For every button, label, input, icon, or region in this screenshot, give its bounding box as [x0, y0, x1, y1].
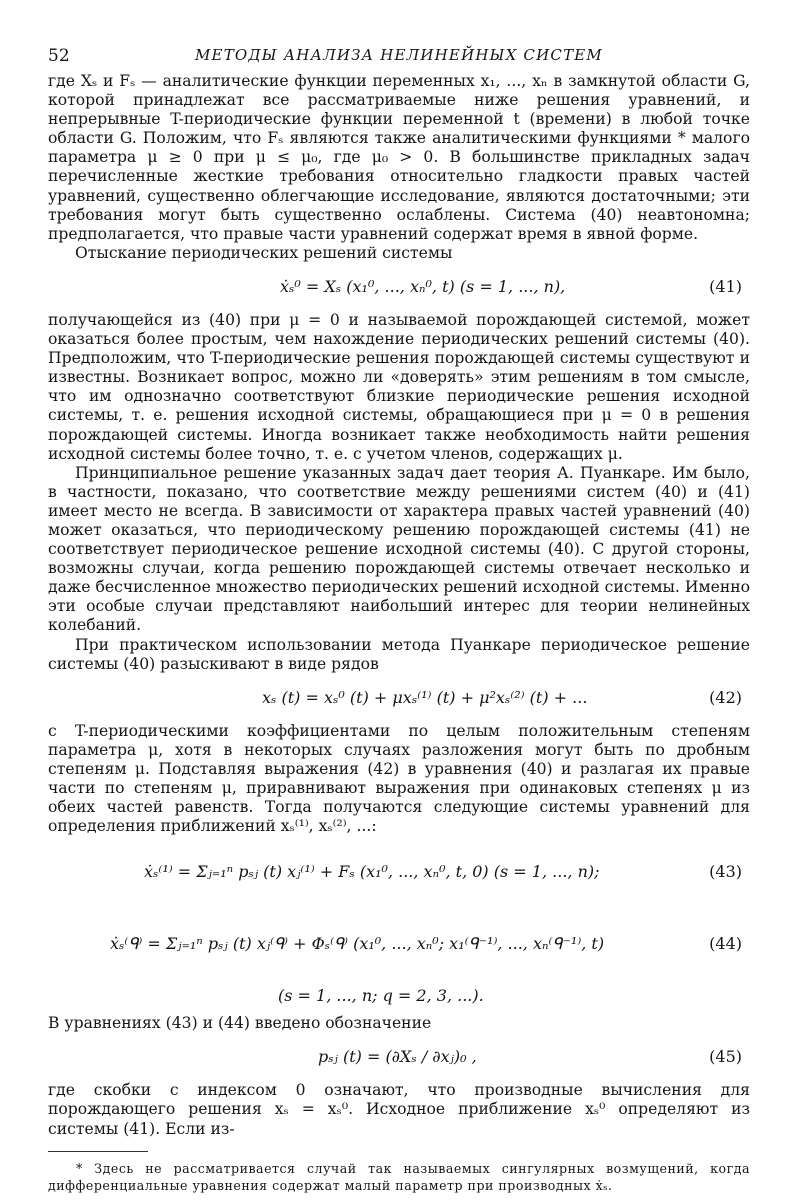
footnote: * Здесь не рассматривается случай так называемых сингулярных возмущений, когда дифференциальные уравнения содержат малый параметр при производных ẋₛ. — [48, 1160, 750, 1193]
equation-44-formula: ẋₛ⁽ᑫ⁾ = Σⱼ₌₁ⁿ pₛⱼ (t) xⱼ⁽ᑫ⁾ + Φₛ⁽ᑫ⁾ (x₁⁰, ..., xₙ⁰; x₁⁽ᑫ⁻¹⁾, ..., xₙ⁽ᑫ⁻¹⁾, t) — [110, 934, 605, 954]
book-page — [48, 38, 750, 1194]
paragraph-2: Отыскание периодических решений системы — [75, 243, 453, 262]
paragraph-3: получающейся из (40) при μ = 0 и называемой порождающей системой, может оказаться более простым, чем нахождение периодических решений системы (40). Предположим, что T-периодические решения порождающей системы существуют и известны. Возникает вопрос, можно ли «доверять» этим решениям в том смысле, что им однозначно соответствуют близкие периодические решения исходной системы, т. е. решения исходной системы, обращающиеся при μ = 0 в решения порождающей системы. Иногда возникает также необходимость найти решения исходной системы более точно, т. е. с учетом членов, содержащих μ. — [48, 310, 750, 463]
page-header — [48, 38, 750, 72]
equation-44-number: (44) — [709, 934, 742, 954]
equation-42 — [48, 682, 750, 716]
paragraph-6: с T-периодическими коэффициентами по целым положительным степеням параметра μ, хотя в некоторых случаях разложения могут быть по дробным степеням μ. Подставляя выражения (42) в уравнения (40) и разлагая их правые части по степеням μ, приравнивают выражения при одинаковых степенях μ из обеих частей равенств. Тогда получаются следующие системы уравнений для определения приближений xₛ⁽¹⁾, xₛ⁽²⁾, ...: — [48, 721, 750, 836]
paragraph-1: где Xₛ и Fₛ — аналитические функции переменных x₁, ..., xₙ в замкнутой области G, которой принадлежат все рассматриваемые ниже решения уравнений, и непрерывные T-периодические функции переменной t (времени) в любой точке области G. Положим, что Fₛ являются также аналитическими функциями * малого параметра μ ≥ 0 при μ ≤ μ₀, где μ₀ > 0. В большинстве прикладных задач перечисленные жесткие требования относительно гладкости правых частей уравнений, существенно облегчающие исследование, являются достаточными; эти требования могут быть существенно ослаблены. Система (40) неавтономна; предполагается, что правые части уравнений содержат время в явной форме. — [48, 72, 750, 243]
equation-44-range-text: (s = 1, ..., n; q = 2, 3, ...). — [278, 986, 484, 1006]
equation-42-formula: xₛ (t) = xₛ⁰ (t) + μxₛ⁽¹⁾ (t) + μ²xₛ⁽²⁾ (t) + ... — [262, 687, 588, 707]
main-text — [48, 72, 750, 1139]
equation-43-number: (43) — [709, 862, 742, 882]
equation-43 — [48, 844, 750, 908]
equation-44-range — [48, 986, 750, 1008]
equation-41 — [48, 271, 750, 305]
equation-43-formula: ẋₛ⁽¹⁾ = Σⱼ₌₁ⁿ pₛⱼ (t) xⱼ⁽¹⁾ + Fₛ (x₁⁰, ..., xₙ⁰, t, 0) (s = 1, ..., n); — [144, 862, 600, 882]
equation-41-formula: ẋₛ⁰ = Xₛ (x₁⁰, ..., xₙ⁰, t) (s = 1, ..., n), — [280, 276, 566, 296]
equation-44 — [48, 916, 750, 980]
paragraph-4: Принципиальное решение указанных задач дает теория А. Пуанкаре. Им было, в частности, показано, что соответствие между решениями систем (40) и (41) имеет место не всегда. В зависимости от характера правых частей уравнений (40) может оказаться, что периодическому решению порождающей системы (41) не соответствует периодическое решение исходной системы (40). С другой стороны, возможны случаи, когда решению порождающей системы отвечает несколько и даже бесчисленное множество периодических решений исходной системы. Именно эти особые случаи представляют наибольший интерес для теории нелинейных колебаний. — [48, 463, 750, 635]
equation-45 — [48, 1041, 750, 1075]
footnote-rule — [48, 1151, 148, 1152]
equation-45-formula: pₛⱼ (t) = (∂Xₛ / ∂xⱼ)₀ , — [318, 1047, 477, 1067]
equation-41-number: (41) — [709, 276, 742, 296]
equation-42-number: (42) — [709, 687, 742, 707]
paragraph-7: В уравнениях (43) и (44) введено обозначение — [48, 1014, 432, 1033]
running-title: МЕТОДЫ АНАЛИЗА НЕЛИНЕЙНЫХ СИСТЕМ — [195, 46, 603, 64]
paragraph-8: где скобки с индексом 0 означают, что производные вычисления для порождающего решения xₛ = xₛ⁰. Исходное приближение xₛ⁰ определяют из системы (41). Если из- — [48, 1081, 750, 1138]
equation-45-number: (45) — [709, 1047, 742, 1067]
page-number: 52 — [48, 46, 70, 66]
paragraph-5: При практическом использовании метода Пуанкаре периодическое решение системы (40) разыскивают в виде рядов — [48, 635, 750, 673]
